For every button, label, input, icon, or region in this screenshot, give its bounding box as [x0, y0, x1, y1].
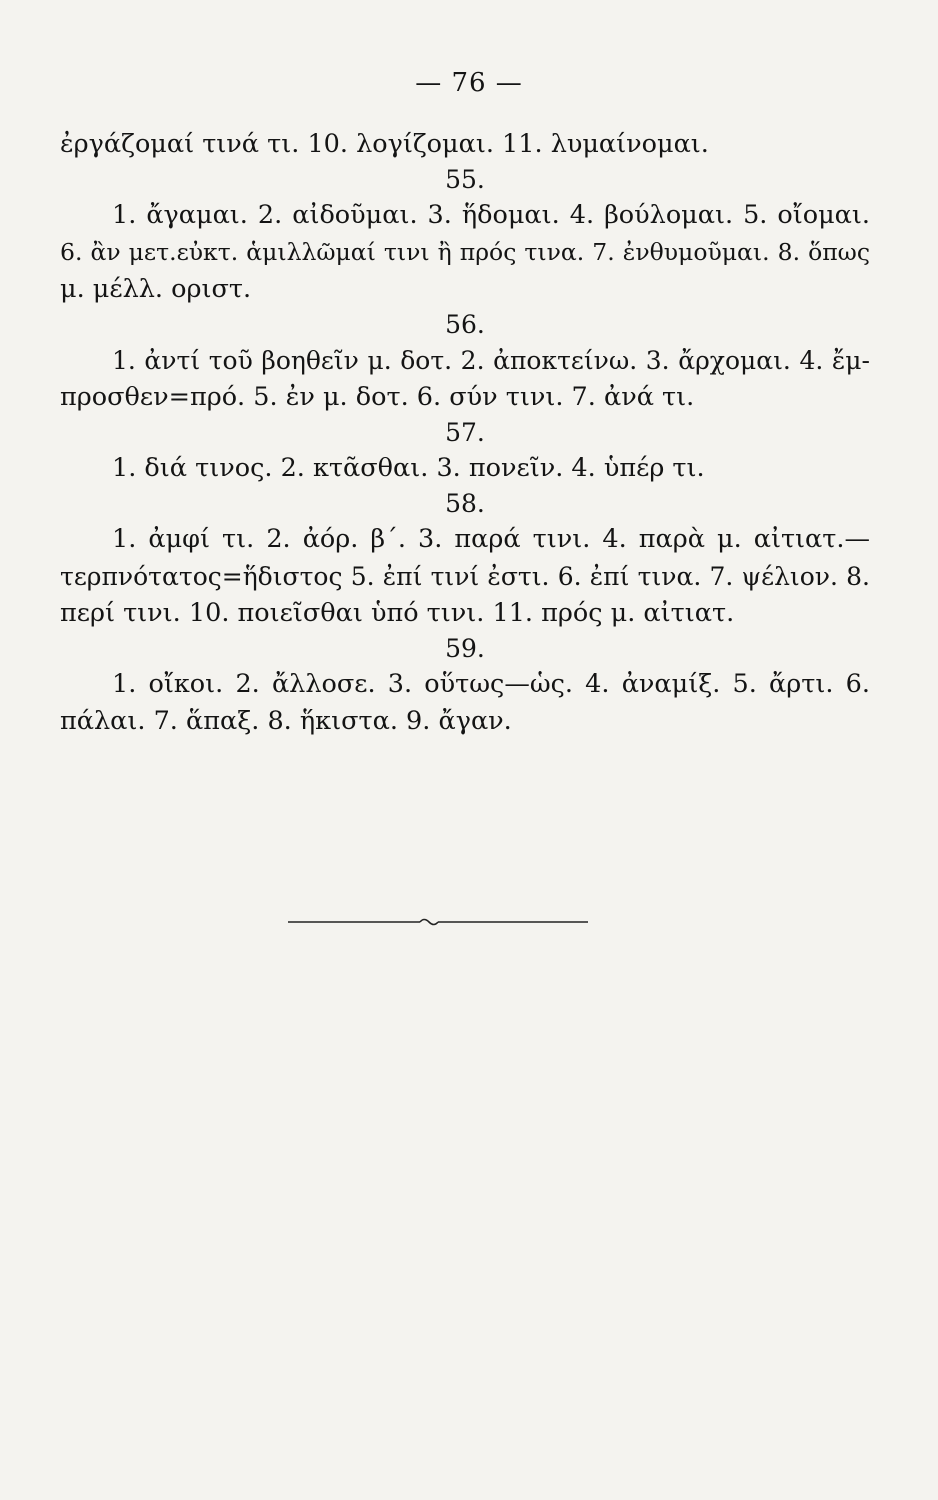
text-line: 1. οἴκοι. 2. ἄλλοσε. 3. οὕτως—ὡς. 4. ἀναμίξ. 5. ἄρτι. 6. [112, 669, 870, 699]
section-heading-56: 56. [445, 310, 485, 339]
section-heading-57: 57. [445, 418, 485, 447]
text-line: 1. διά τινος. 2. κτᾶσθαι. 3. πονεῖν. 4. ὑπέρ τι. [112, 453, 705, 483]
text-line: 1. ἀντί τοῦ βοηθεῖν μ. δοτ. 2. ἀποκτείνω. 3. ἄρχομαι. 4. ἔμ- [112, 346, 870, 375]
text-line: τερπνότατος=ἥδιστος 5. ἐπί τινί ἐστι. 6. ἐπί τινα. 7. ψέλιον. 8. [60, 562, 870, 591]
section-heading-55: 55. [445, 165, 485, 194]
text-line: ἐργάζομαί τινά τι. 10. λογίζομαι. 11. λυμαίνομαι. [60, 129, 709, 159]
text-line: προσθεν=πρό. 5. ἐν μ. δοτ. 6. σύν τινι. 7. ἀνά τι. [60, 382, 695, 412]
page-number: — 76 — [415, 68, 523, 98]
end-ornament [288, 912, 588, 932]
text-line: μ. μέλλ. οριστ. [60, 274, 252, 304]
section-heading-59: 59. [445, 634, 485, 663]
section-heading-58: 58. [445, 489, 485, 518]
text-line: περί τινι. 10. ποιεῖσθαι ὑπό τινι. 11. πρός μ. αἰτιατ. [60, 598, 735, 628]
text-line: πάλαι. 7. ἅπαξ. 8. ἥκιστα. 9. ἄγαν. [60, 706, 512, 736]
page-content [60, 126, 870, 740]
text-line: 6. ἂν μετ.εὐκτ. ἁμιλλῶμαί τινι ἢ πρός τινα. 7. ἐνθυμοῦμαι. 8. ὅπως [60, 238, 870, 266]
text-line: 1. ἄγαμαι. 2. αἰδοῦμαι. 3. ἥδομαι. 4. βούλομαι. 5. οἴομαι. [112, 200, 870, 230]
text-line: 1. ἀμφί τι. 2. ἀόρ. β΄. 3. παρά τινι. 4. παρὰ μ. αἰτιατ.— [112, 524, 870, 554]
